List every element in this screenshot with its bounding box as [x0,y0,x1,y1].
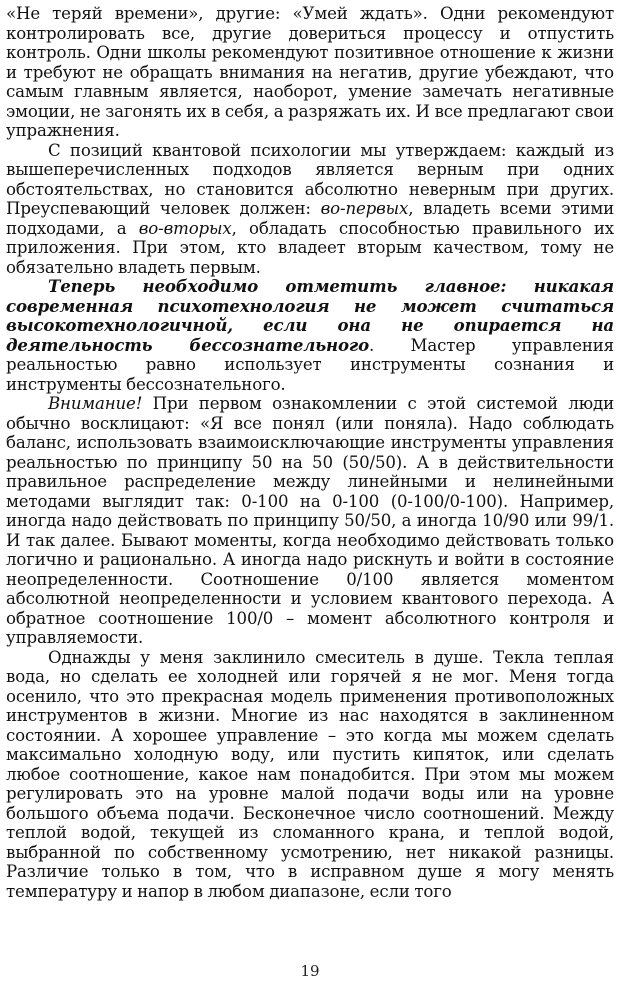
paragraph-3-rest: . Мастер управления реальностью равно использует инструменты сознания и инструменты бессознательного. [6,335,614,394]
paragraph-4-rest: При первом ознакомлении с этой системой люди обычно восклицают: «Я все понял (или поняла). Надо соблюдать баланс, использовать взаимоисключающие инструменты управления реальностью по принципу 50 на 50 (50/50). А в действительности правильное распределение между линейными и нелинейными методами выглядит так: 0-100 на 0-100 (0-100/0-100). Например, иногда надо действовать по принципу 50/50, а иногда 10/90 или 99/1. И так далее. Бывают моменты, когда необходимо действовать только логично и рационально. А иногда надо рискнуть и войти в состояние неопределенности. Соотношение 0/100 является моментом абсолютной неопределенности и условием квантового перехода. А обратное соотношение 100/0 – момент абсолютного контроля и управляемости. [6,394,614,647]
paragraph-5-text: Однажды у меня заклинило смеситель в душе. Текла теплая вода, но сделать ее холодней или горячей я не мог. Меня тогда осенило, что это прекрасная модель применения противоположных инструментов в жизни. Многие из нас находятся в заклиненном состоянии. А хорошее управление – это когда мы можем сделать максимально холодную воду, или пустить кипяток, или сделать любое соотношение, какое нам понадобится. При этом мы можем регулировать это на уровне малой подачи воды или на уровне большого объема подачи. Бесконечное число соотношений. Между теплой водой, текущей из сломанного крана, и теплой водой, выбранной по собственному усмотрению, нет никакой разницы. Различие только в том, что в исправном душе я могу менять температуру и напор в любом диапазоне, если того [6,647,614,901]
paragraph-3 [6,277,614,394]
paragraph-2-part1: С позиций квантовой психологии мы утверждаем: каждый из вышеперечисленных подходов является верным при одних обстоятельствах, но становится абсолютно неверным при других. Преуспевающий человек должен: [6,140,614,218]
paragraph-4 [6,394,614,648]
paragraph-4-attention: Внимание! [48,394,143,413]
paragraph-1-text: «Не теряй времени», другие: «Умей ждать». Одни рекомендуют контролировать все, другие довериться процессу и отпустить контроль. Одни школы рекомендуют позитивное отношение к жизни и требуют не обращать внимания на негатив, другие убеждают, что самым главным является, наоборот, умение замечать негативные эмоции, не загонять их в себя, а разряжать их. И все предлагают свои упражнения. [6,4,614,140]
paragraph-2-part3: , обладать способностью правильного их приложения. При этом, кто владеет вторым качеством, тому не обязательно владеть первым. [6,218,614,277]
book-page [6,4,614,901]
paragraph-2 [6,141,614,278]
paragraph-1 [6,4,614,141]
paragraph-2-part2: , владеть всеми этими подходами, а [6,199,615,238]
paragraph-5 [6,648,614,902]
paragraph-2-italic-second: во-вторых [138,218,232,238]
paragraph-2-italic-first: во-первых [320,199,409,218]
page-number: 19 [300,962,320,980]
paragraph-3-emphasis: Теперь необходимо отметить главное: никакая современная психотехнология не может считаться высокотехнологичной, если она не опирается на деятельность бессознательного [6,276,614,355]
